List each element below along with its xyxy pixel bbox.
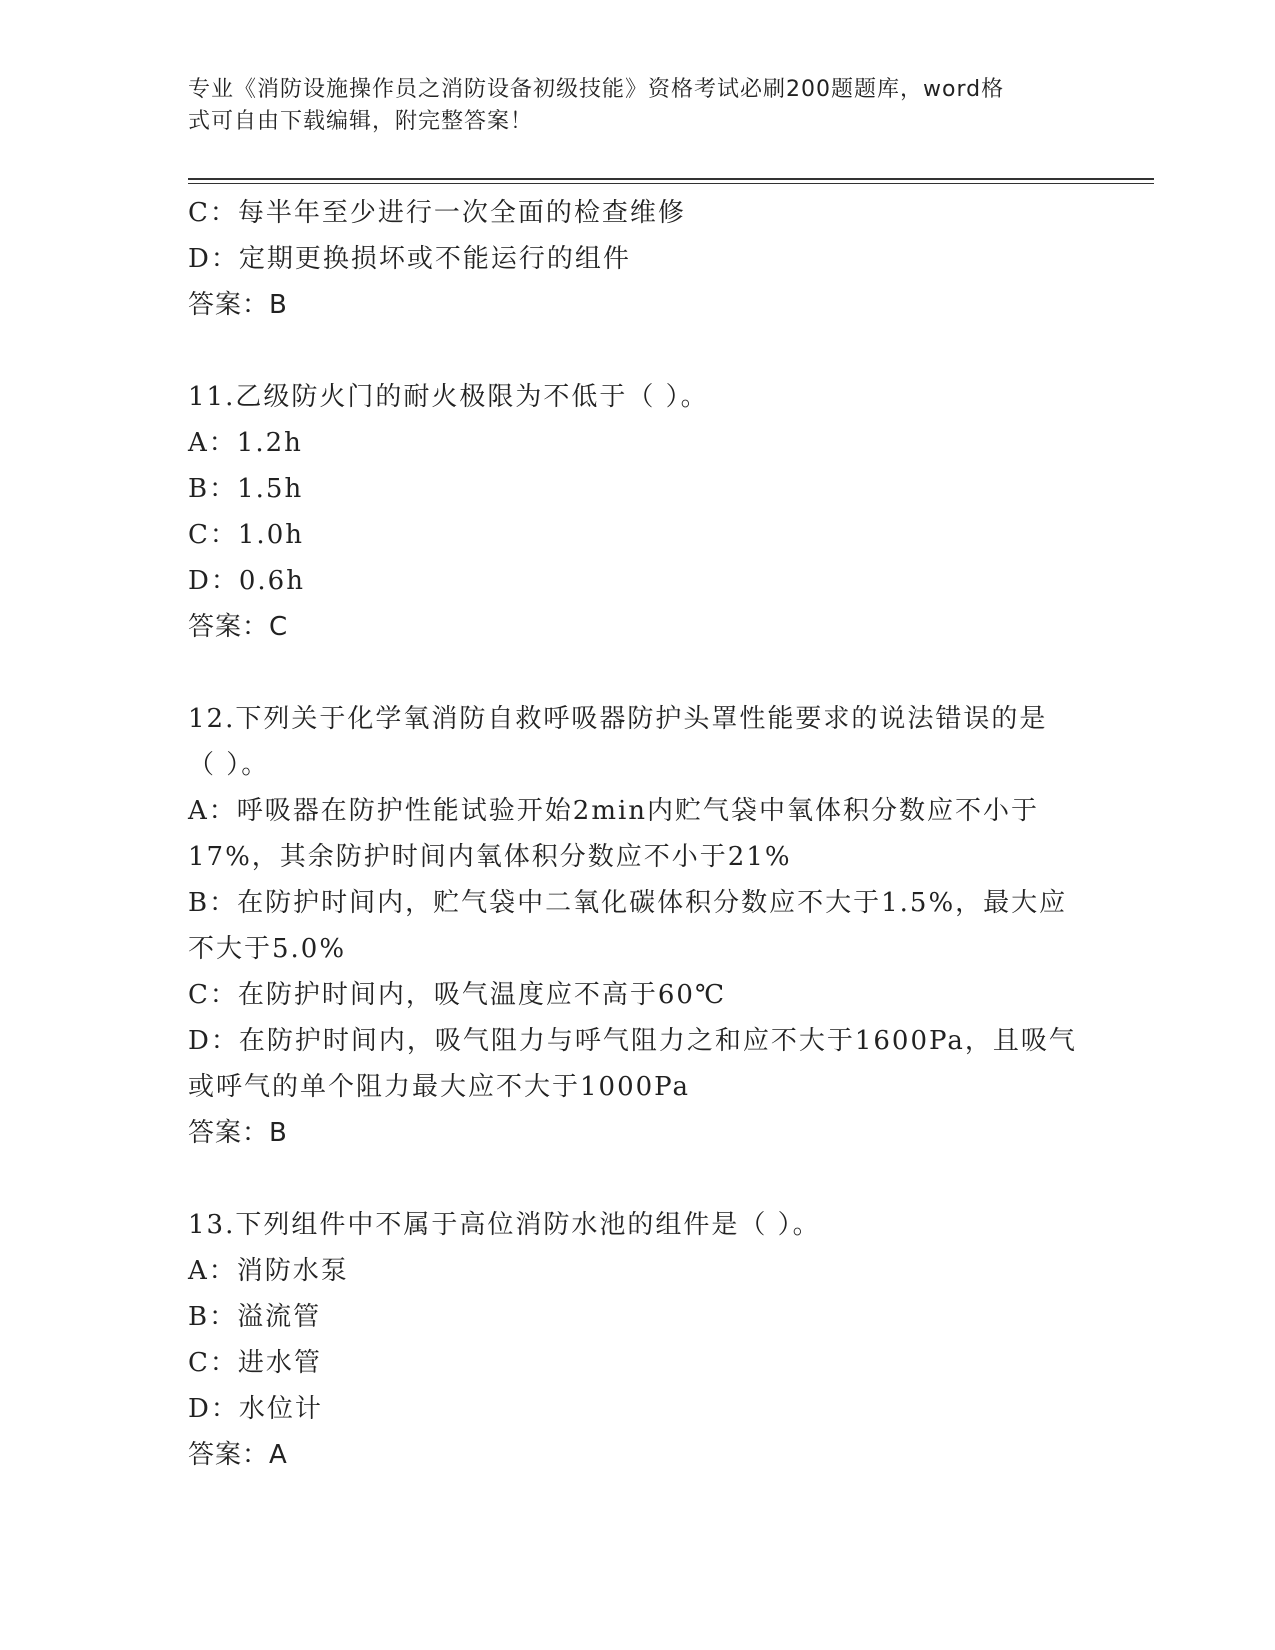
previous-question-tail [188, 190, 1088, 328]
question-13 [188, 1202, 1088, 1478]
answer-line: 答案：A [188, 1440, 288, 1470]
option-c: C：进水管 [188, 1348, 322, 1378]
header-divider-thick [188, 178, 1154, 180]
header-divider-thin [188, 183, 1154, 184]
option-b-line-2: 不大于5.0% [188, 934, 347, 964]
question-11 [188, 374, 1088, 650]
answer-line: 答案：B [188, 290, 288, 320]
option-a: A：消防水泵 [188, 1256, 349, 1286]
header-line-2: 式可自由下载编辑，附完整答案！ [188, 109, 534, 134]
question-text-line-1: 12.下列关于化学氧消防自救呼吸器防护头罩性能要求的说法错误的是 [188, 704, 1048, 734]
spacer [188, 1156, 1088, 1202]
question-list [188, 190, 1088, 1478]
option-d: D：定期更换损坏或不能运行的组件 [188, 244, 631, 274]
option-b: B：溢流管 [188, 1302, 322, 1332]
option-a-line-2: 17%，其余防护时间内氧体积分数应不小于21% [188, 842, 792, 872]
question-text: 13.下列组件中不属于高位消防水池的组件是（ ）。 [188, 1210, 821, 1240]
question-text-line-2: （ ）。 [188, 750, 270, 780]
option-d: D：0.6h [188, 566, 305, 596]
option-d-line-1: D：在防护时间内，吸气阻力与呼气阻力之和应不大于1600Pa，且吸气 [188, 1026, 1077, 1056]
option-d-line-2: 或呼气的单个阻力最大应不大于1000Pa [188, 1072, 690, 1102]
document-header [188, 74, 1068, 138]
spacer [188, 328, 1088, 374]
option-b-line-1: B：在防护时间内，贮气袋中二氧化碳体积分数应不大于1.5%，最大应 [188, 888, 1068, 918]
option-b: B：1.5h [188, 474, 304, 504]
option-a: A：1.2h [188, 428, 303, 458]
option-a-line-1: A：呼吸器在防护性能试验开始2min内贮气袋中氧体积分数应不小于 [188, 796, 1040, 826]
question-12 [188, 696, 1088, 1156]
option-c: C：1.0h [188, 520, 304, 550]
header-line-1: 专业《消防设施操作员之消防设备初级技能》资格考试必刷200题题库，word格 [188, 77, 1005, 102]
option-c: C：每半年至少进行一次全面的检查维修 [188, 198, 686, 228]
answer-line: 答案：C [188, 612, 289, 642]
option-c: C：在防护时间内，吸气温度应不高于60℃ [188, 980, 727, 1010]
option-d: D：水位计 [188, 1394, 323, 1424]
answer-line: 答案：B [188, 1118, 288, 1148]
question-text: 11.乙级防火门的耐火极限为不低于（ ）。 [188, 382, 709, 412]
spacer [188, 650, 1088, 696]
